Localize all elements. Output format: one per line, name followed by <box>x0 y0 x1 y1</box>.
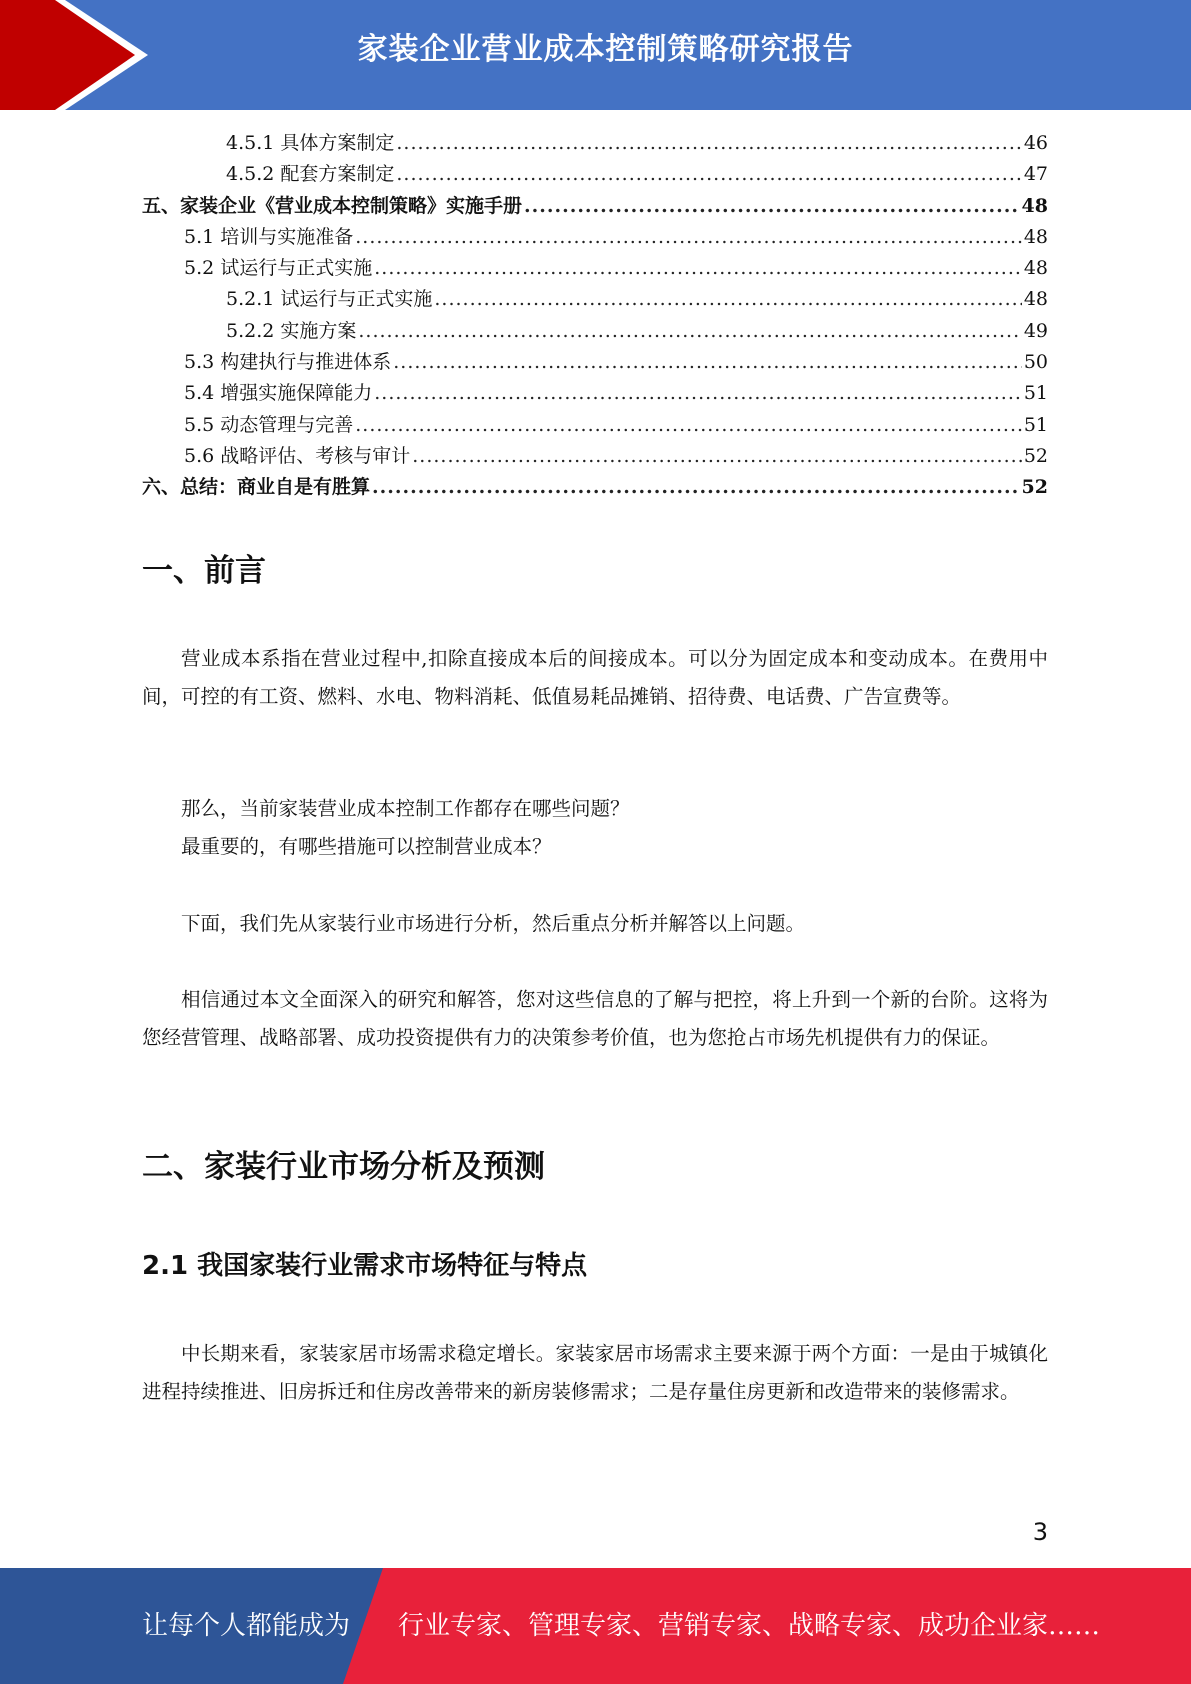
toc-entry-text: 4.5.1 具体方案制定 <box>226 132 395 154</box>
toc-entry-page: 52 <box>1021 476 1048 499</box>
toc-entry[interactable] <box>142 316 1048 347</box>
footer-slogan-right: 行业专家、管理专家、营销专家、战略专家、成功企业家…… <box>398 1611 1101 1641</box>
toc-entry-page: 51 <box>1023 413 1048 436</box>
preface-paragraph-2: 那么，当前家装营业成本控制工作都存在哪些问题？ <box>181 797 630 820</box>
toc-entry-text: 4.5.2 配套方案制定 <box>226 163 395 186</box>
toc-entry[interactable] <box>142 410 1048 441</box>
toc-entry[interactable] <box>142 441 1048 472</box>
toc-entry[interactable] <box>142 347 1048 378</box>
preface-paragraph-3: 最重要的，有哪些措施可以控制营业成本？ <box>181 835 552 858</box>
toc-entry-page: 50 <box>1023 351 1048 374</box>
toc-entry-text: 5.2 试运行与正式实施 <box>184 257 373 280</box>
toc-entry[interactable] <box>142 472 1048 503</box>
toc-entry-page: 52 <box>1023 444 1048 467</box>
toc-entry-page: 48 <box>1021 194 1048 217</box>
toc-entry-text: 5.2.2 实施方案 <box>226 319 357 342</box>
toc-entry[interactable] <box>142 253 1048 284</box>
toc-entry-text: 5.5 动态管理与完善 <box>184 413 354 436</box>
preface-paragraph-1: 营业成本系指在营业过程中,扣除直接成本后的间接成本。可以分为固定成本和变动成本。在费用中间，可控的有工资、燃料、水电、物料消耗、低值易耗品摊销、招待费、电话费、广告宣费等。 <box>142 647 1048 708</box>
toc-entry[interactable] <box>142 284 1048 315</box>
toc-entry[interactable] <box>142 222 1048 253</box>
section-heading-preface: 一、前言 <box>142 553 266 589</box>
toc-entry[interactable] <box>142 191 1048 222</box>
toc-entry-text: 五、家装企业《营业成本控制策略》实施手册 <box>142 194 523 217</box>
toc-entry[interactable] <box>142 378 1048 409</box>
header-banner <box>0 0 1191 110</box>
page-number: 3 <box>1032 1518 1048 1546</box>
toc-entry[interactable] <box>142 128 1048 159</box>
preface-paragraph-4: 下面，我们先从家装行业市场进行分析，然后重点分析并解答以上问题。 <box>181 912 806 935</box>
toc-entry-text: 5.3 构建执行与推进体系 <box>184 351 392 374</box>
header-title: 家装企业营业成本控制策略研究报告 <box>357 32 854 67</box>
toc-entry-page: 46 <box>1023 132 1048 154</box>
toc-entry-page: 48 <box>1023 257 1048 280</box>
toc-entry-page: 49 <box>1023 319 1048 342</box>
toc-entry-text: 5.2.1 试运行与正式实施 <box>226 288 433 311</box>
toc-entry-page: 51 <box>1023 382 1048 405</box>
toc-entry-text: 六、总结：商业自是有胜算 <box>142 476 371 499</box>
preface-paragraph-5: 相信通过本文全面深入的研究和解答，您对这些信息的了解与把控，将上升到一个新的台阶。这将为您经营管理、战略部署、成功投资提供有力的决策参考价值，也为您抢占市场先机提供有力的保证。 <box>142 988 1048 1049</box>
subsection-heading-2-1: 2.1 我国家装行业需求市场特征与特点 <box>142 1251 588 1281</box>
toc-entry[interactable] <box>142 159 1048 190</box>
section-heading-market-analysis: 二、家装行业市场分析及预测 <box>142 1149 545 1185</box>
table-of-contents <box>142 128 1048 504</box>
toc-entry-text: 5.6 战略评估、考核与审计 <box>184 444 411 467</box>
footer-banner <box>0 1568 1191 1684</box>
toc-entry-text: 5.1 培训与实施准备 <box>184 225 354 248</box>
market-paragraph-1: 中长期来看，家装家居市场需求稳定增长。家装家居市场需求主要来源于两个方面：一是由于城镇化进程持续推进、旧房拆迁和住房改善带来的新房装修需求；二是存量住房更新和改造带来的装修需求。 <box>142 1342 1048 1403</box>
footer-slogan-left: 让每个人都能成为 <box>142 1611 351 1641</box>
toc-entry-page: 47 <box>1023 163 1048 186</box>
toc-entry-page: 48 <box>1023 288 1048 311</box>
toc-entry-text: 5.4 增强实施保障能力 <box>184 382 373 405</box>
toc-entry-page: 48 <box>1023 225 1048 248</box>
